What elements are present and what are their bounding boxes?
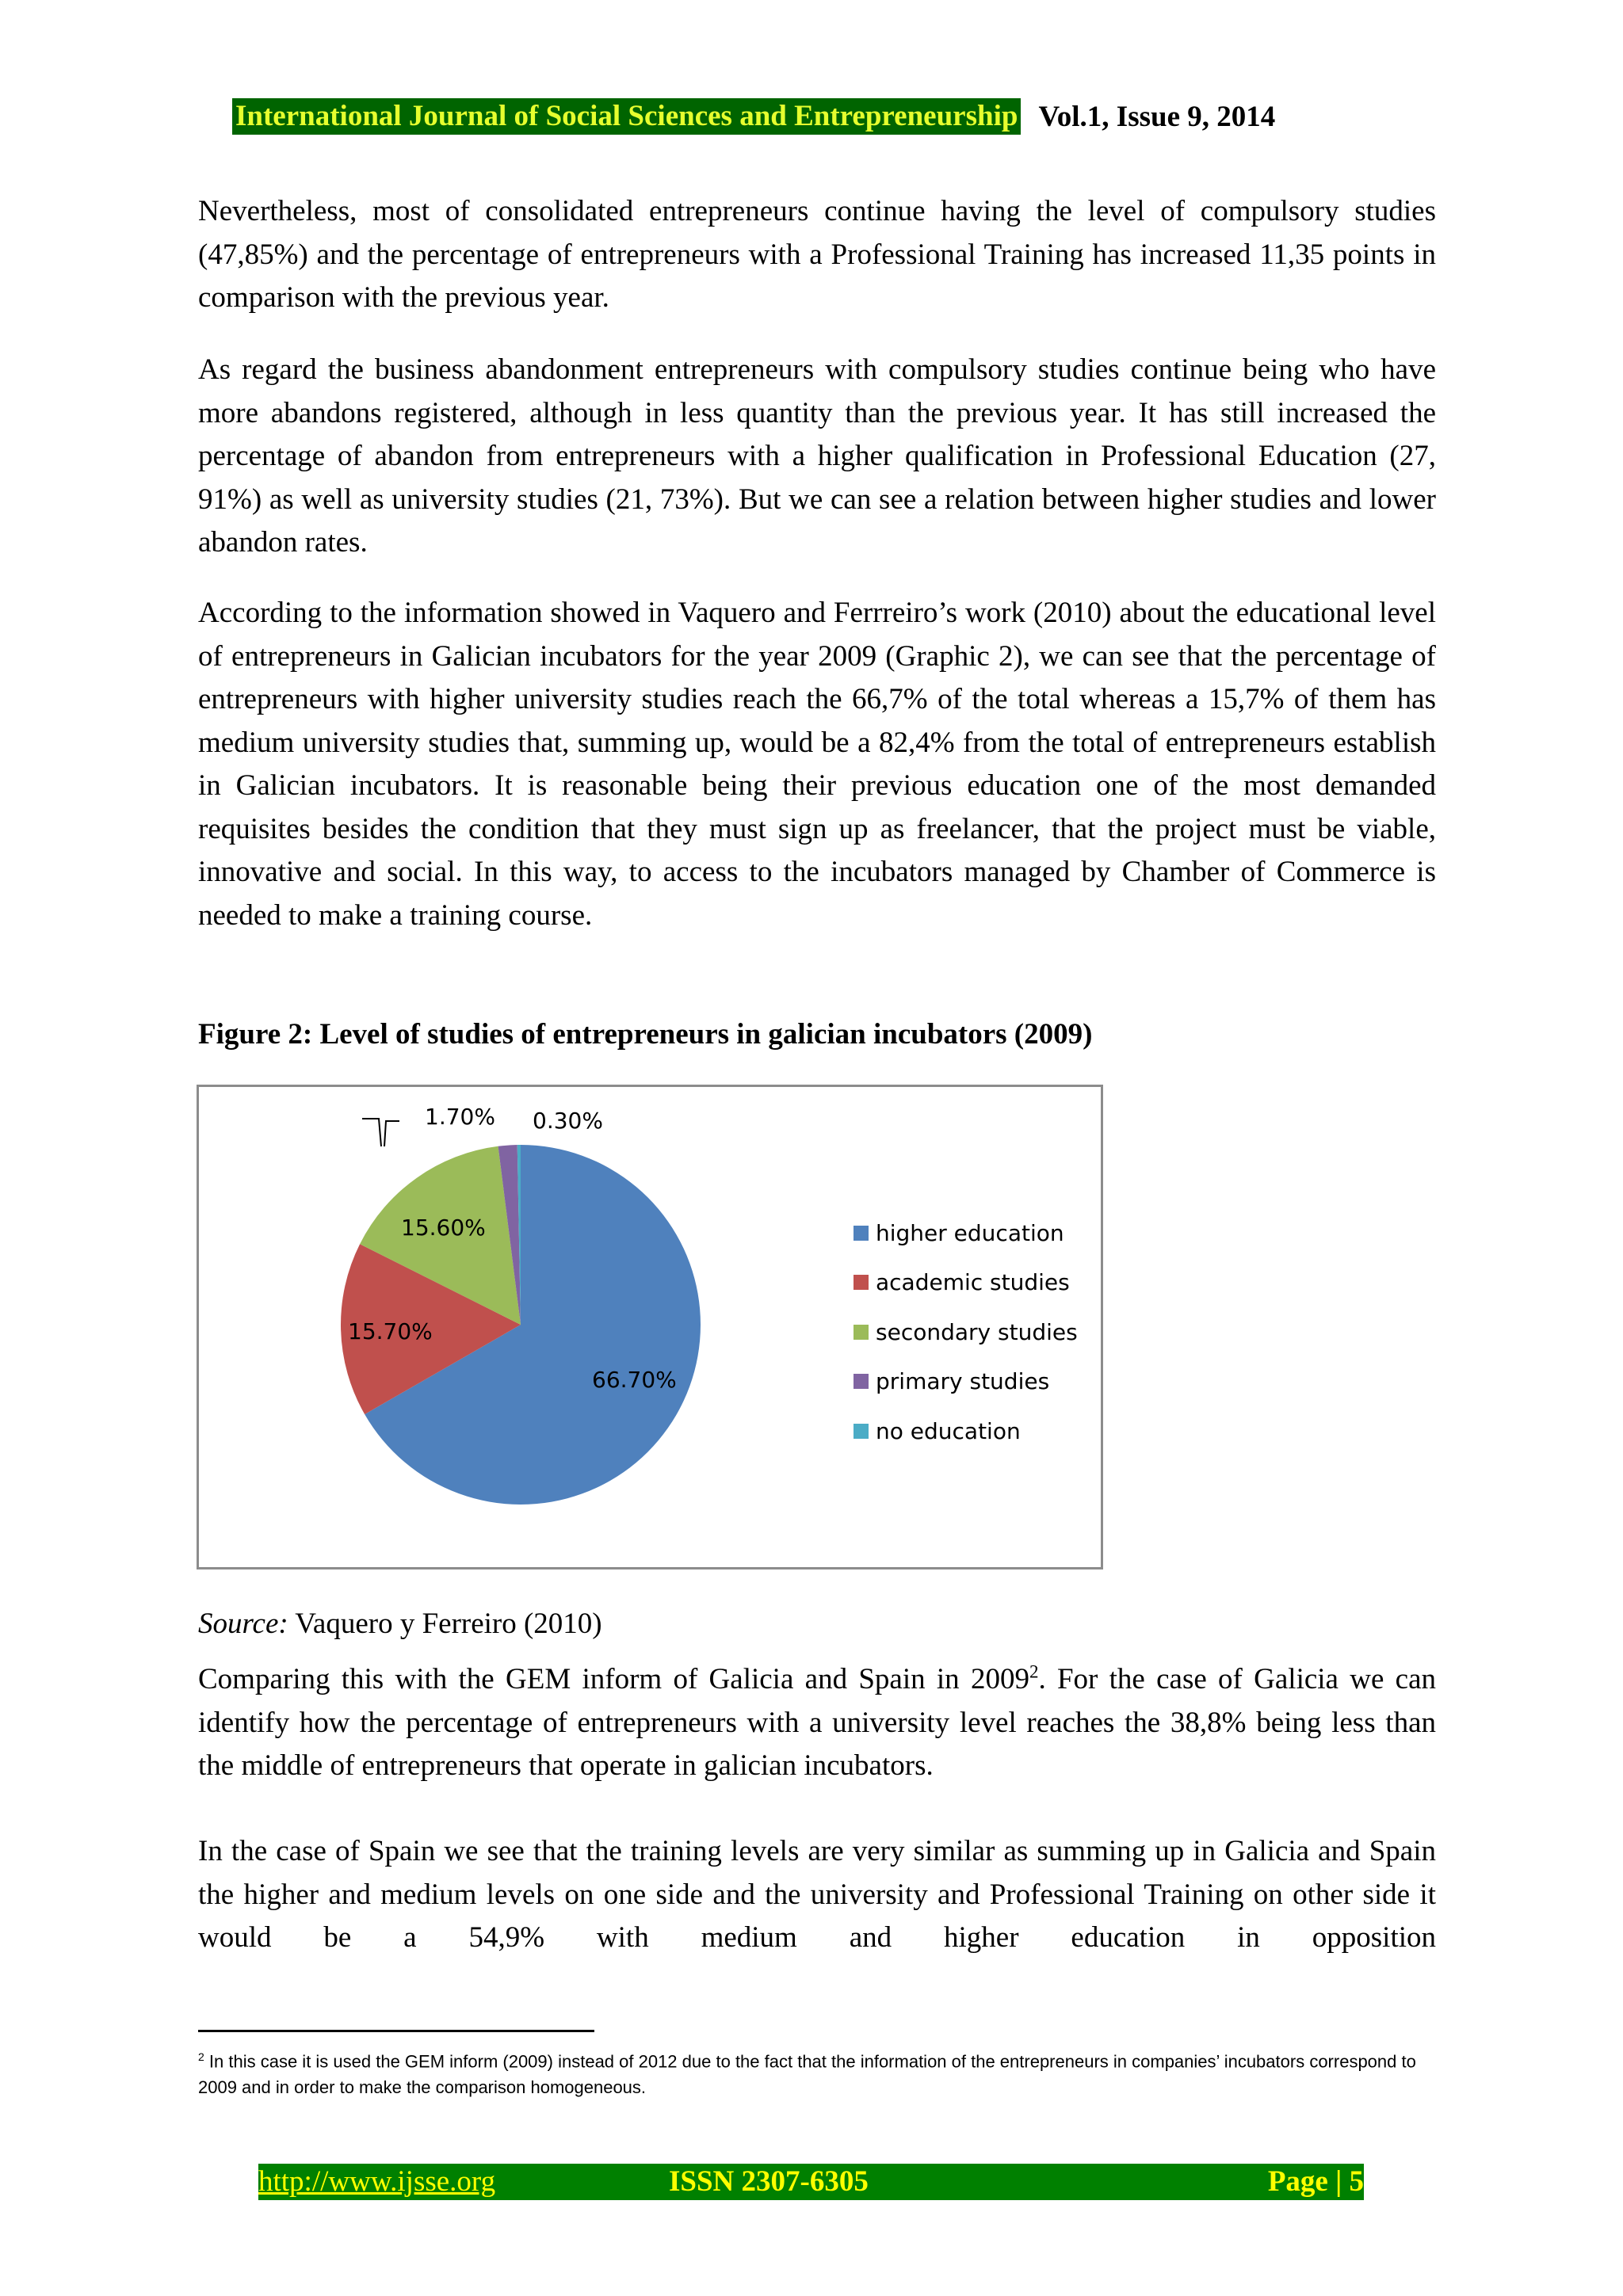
slice-label-secondary-studies: 15.60% [401, 1215, 486, 1241]
footnote-ref[interactable]: 2 [1029, 1661, 1039, 1682]
legend-item-secondary-studies: secondary studies [854, 1307, 1078, 1357]
pie-chart [197, 1085, 1103, 1569]
source-text: Vaquero y Ferreiro (2010) [288, 1608, 602, 1640]
volume-issue: Vol.1, Issue 9, 2014 [1038, 100, 1276, 133]
slice-label-higher-education: 66.70% [592, 1367, 677, 1393]
journal-header [232, 98, 1275, 135]
figure-title: Figure 2: Level of studies of entrepreneurs in galician incubators (2009) [198, 1018, 1093, 1051]
slice-label-primary-studies: 1.70% [425, 1104, 495, 1130]
footnote-text: In this case it is used the GEM inform (2009) instead of 2012 due to the fact that the information of the entrepreneurs in companies’ incubators correspond to 2009 and in order to make the comparison homogeneous. [198, 2051, 1416, 2098]
legend-item-no-education: no education [854, 1406, 1078, 1456]
journal-title: International Journal of Social Sciences and Entrepreneurship [232, 98, 1021, 135]
legend-swatch-cyan-icon [854, 1424, 869, 1439]
paragraph-5: In the case of Spain we see that the training levels are very similar as summing up in Galicia and Spain the higher and medium levels on one side and the university and Professional Training on other side it would be a 54,9% with medium and higher education in opposition [198, 1835, 1436, 1954]
source-label: Source: [198, 1608, 288, 1640]
footnote-separator [198, 2030, 594, 2032]
leader-line-no-education [384, 1121, 399, 1146]
journal-url-link[interactable]: http://www.ijsse.org [258, 2165, 496, 2198]
footnote-number: 2 [198, 2050, 204, 2063]
paragraph-3: According to the information showed in Vaquero and Ferrreiro’s work (2010) about the educational level of entrepreneurs in Galician incubators for the year 2009 (Graphic 2), we can see that the percentage of entrepreneurs with higher university studies reach the 66,7% of the total whereas a 15,7% of them has medium university studies that, summing up, would be a 82,4% from the total of entrepreneurs establish in Galician incubators. It is reasonable being their previous education one of the most demanded requisites besides the condition that they must sign up as freelancer, that the project must be viable, innovative and social. In this way, to access to the incubators managed by Chamber of Commerce is needed to make a training course. [198, 597, 1436, 932]
slice-label-no-education: 0.30% [533, 1108, 603, 1134]
figure-source [198, 1607, 602, 1641]
leader-line-primary-studies [362, 1119, 381, 1146]
paragraph-2: As regard the business abandonment entrepreneurs with compulsory studies continue being who have more abandons registered, although in less quantity than the previous year. It has still increased the percentage of abandon from entrepreneurs with a higher qualification in Professional Education (27, 91%) as well as university studies (21, 73%). But we can see a relation between higher studies and lower abandon rates. [198, 353, 1436, 559]
legend-item-academic-studies: academic studies [854, 1258, 1078, 1308]
paragraph-4: Comparing this with the GEM inform of Galicia and Spain in 2009$^2$. For the case of Galicia we can identify how the percentage of entrepreneurs with a university level reaches the 38,8% being less than the middle of entrepreneurs that operate in galician incubators. [198, 1661, 1436, 1782]
legend-swatch-blue-icon [854, 1226, 869, 1241]
legend-swatch-red-icon [854, 1275, 869, 1290]
page-footer [258, 2164, 1364, 2200]
legend-swatch-green-icon [854, 1325, 869, 1340]
footnote [198, 2044, 1450, 2100]
legend-item-higher-education: higher education [854, 1208, 1078, 1258]
legend-swatch-purple-icon [854, 1374, 869, 1389]
page-number: Page | 5 [1267, 2165, 1364, 2198]
issn: ISSN 2307-6305 [669, 2165, 869, 2198]
paragraph-1: Nevertheless, most of consolidated entrepreneurs continue having the level of compulsory studies (47,85%) and the percentage of entrepreneurs with a Professional Training has increased 11,35 points in comparison with the previous year. [198, 195, 1436, 314]
slice-label-academic-studies: 15.70% [348, 1318, 433, 1344]
legend-item-primary-studies: primary studies [854, 1357, 1078, 1407]
chart-legend [854, 1208, 1078, 1456]
